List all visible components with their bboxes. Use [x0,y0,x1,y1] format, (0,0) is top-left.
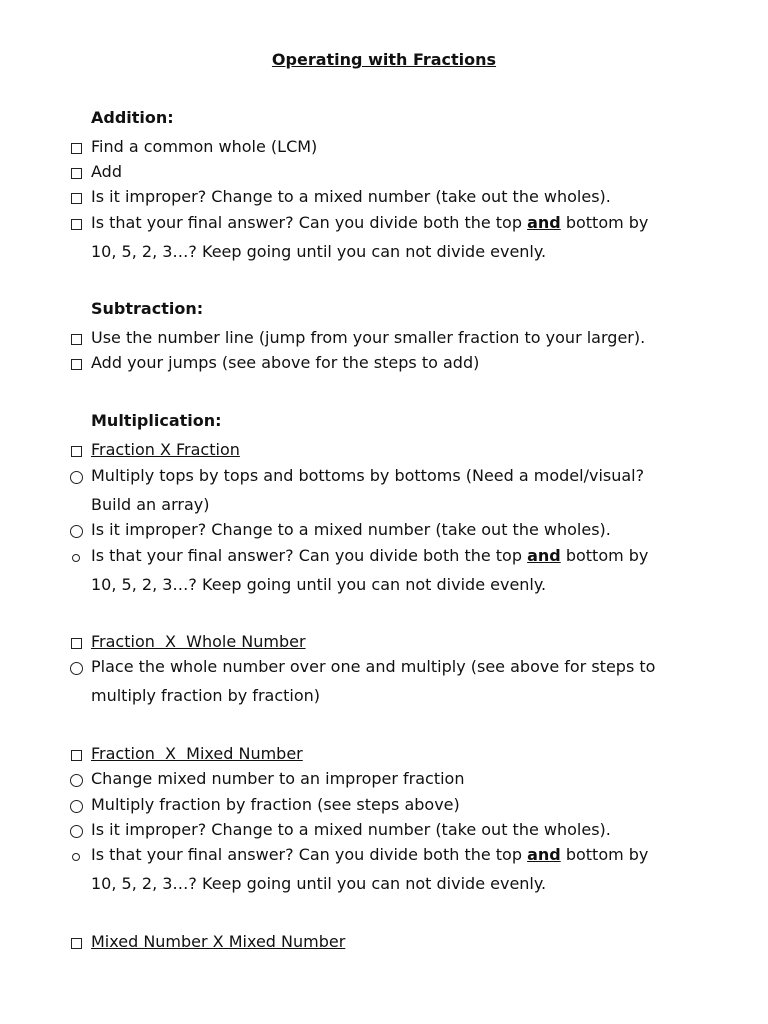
checkbox-icon[interactable] [68,355,84,371]
small-circle-bullet-icon [68,847,84,863]
checkbox-icon[interactable] [68,442,84,458]
fraction-x-mixed-step-1: Change mixed number to an improper fraction [68,768,708,792]
multiplication-heading: Multiplication: [91,411,222,430]
fraction-x-fraction-title: Fraction X Fraction [68,439,708,463]
fraction-x-fraction-step-3-continued: 10, 5, 2, 3…? Keep going until you can not divide evenly. [91,575,547,594]
fraction-x-mixed-step-4: Is that your final answer? Can you divide both the top and bottom by [68,844,708,868]
addition-step-1: Find a common whole (LCM) [68,136,708,160]
emphasis-and: and [527,213,561,232]
circle-bullet-icon [68,822,84,838]
fraction-x-whole-step-1-continued: multiply fraction by fraction) [91,686,321,705]
subtraction-heading: Subtraction: [91,299,204,318]
circle-bullet-icon [68,797,84,813]
subtraction-step-2: Add your jumps (see above for the steps to add) [68,352,708,376]
subtraction-step-1: Use the number line (jump from your smaller fraction to your larger). [68,327,708,351]
fraction-x-mixed-step-4-continued: 10, 5, 2, 3…? Keep going until you can not divide evenly. [91,874,547,893]
checkbox-icon[interactable] [68,164,84,180]
small-circle-bullet-icon [68,548,84,564]
fraction-x-fraction-step-2: Is it improper? Change to a mixed number (take out the wholes). [68,519,708,543]
fraction-x-fraction-step-1-continued: Build an array) [91,495,210,514]
addition-step-4: Is that your final answer? Can you divide both the top and bottom by [68,212,708,236]
checkbox-icon[interactable] [68,634,84,650]
fraction-x-fraction-step-1: Multiply tops by tops and bottoms by bottoms (Need a model/visual? [68,465,708,489]
circle-bullet-icon [68,659,84,675]
checkbox-icon[interactable] [68,330,84,346]
emphasis-and: and [527,845,561,864]
circle-bullet-icon [68,522,84,538]
checkbox-icon[interactable] [68,189,84,205]
fraction-x-mixed-title: Fraction X Mixed Number [68,743,708,767]
mixed-x-mixed-title: Mixed Number X Mixed Number [68,931,708,955]
addition-heading: Addition: [91,108,174,127]
checkbox-icon[interactable] [68,746,84,762]
page-title: Operating with Fractions [271,50,497,69]
addition-step-2: Add [68,161,708,185]
fraction-x-whole-title: Fraction X Whole Number [68,631,708,655]
addition-step-3: Is it improper? Change to a mixed number (take out the wholes). [68,186,708,210]
fraction-x-mixed-step-2: Multiply fraction by fraction (see steps above) [68,794,708,818]
checkbox-icon[interactable] [68,215,84,231]
checkbox-icon[interactable] [68,934,84,950]
fraction-x-whole-step-1: Place the whole number over one and multiply (see above for steps to [68,656,708,680]
checkbox-icon[interactable] [68,139,84,155]
circle-bullet-icon [68,468,84,484]
addition-step-4-continued: 10, 5, 2, 3…? Keep going until you can not divide evenly. [91,242,547,261]
fraction-x-mixed-step-3: Is it improper? Change to a mixed number (take out the wholes). [68,819,708,843]
fraction-x-fraction-step-3: Is that your final answer? Can you divide both the top and bottom by [68,545,708,569]
circle-bullet-icon [68,771,84,787]
emphasis-and: and [527,546,561,565]
